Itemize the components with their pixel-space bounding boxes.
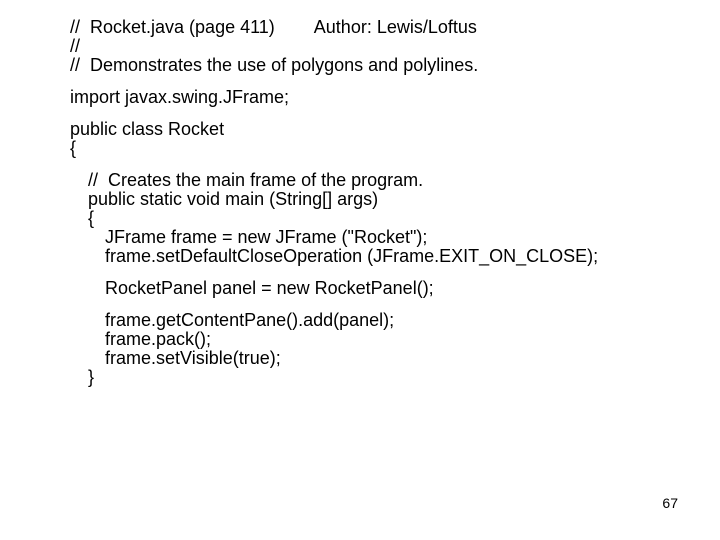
code-line-method-close-brace: } [88,367,95,387]
code-line-pack: frame.pack(); [105,329,212,349]
code-line-method-open-brace: { [88,208,95,228]
code-line-set-visible: frame.setVisible(true); [105,348,281,368]
code-listing [70,18,690,387]
code-line-comment-separator: // [70,36,81,56]
page-number: 67 [662,495,678,511]
code-line-method-declaration: public static void main (String[] args) [88,189,379,209]
code-line-panel-declaration: RocketPanel panel = new RocketPanel(); [105,278,434,298]
code-line-class-declaration: public class Rocket [70,119,225,139]
code-line-class-open-brace: { [70,138,77,158]
code-line-import: import javax.swing.JFrame; [70,87,290,107]
code-line-header-comment: // Rocket.java (page 411) Author: Lewis/Loftus [70,17,477,37]
code-line-set-close-operation: frame.setDefaultCloseOperation (JFrame.EXIT_ON_CLOSE); [105,246,599,266]
code-line-frame-declaration: JFrame frame = new JFrame ("Rocket"); [105,227,428,247]
code-line-add-panel: frame.getContentPane().add(panel); [105,310,395,330]
code-line-description-comment: // Demonstrates the use of polygons and polylines. [70,55,479,75]
code-line-method-comment: // Creates the main frame of the program. [88,170,424,190]
